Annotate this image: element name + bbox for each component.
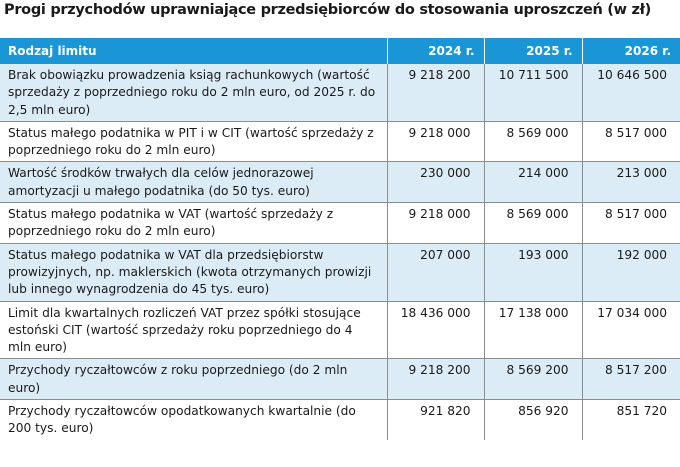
- table-row: [0, 400, 680, 440]
- header-2024: 2024 r.: [387, 38, 484, 64]
- header-2025: 2025 r.: [484, 38, 582, 64]
- table-row: [0, 359, 680, 400]
- value-2024: 207 000: [387, 243, 484, 301]
- value-2025: 8 569 200: [484, 359, 582, 400]
- row-label: Przychody ryczałtowców opodatkowanych kwartalnie (do 200 tys. euro): [0, 400, 387, 440]
- table-row: [0, 162, 680, 203]
- value-2026: 851 720: [616, 404, 667, 419]
- value-2026: 10 646 500: [582, 64, 680, 121]
- value-2025: 193 000: [484, 243, 582, 301]
- row-label: Brak obowiązku prowadzenia ksiąg rachunkowych (wartość sprzedaży z poprzedniego roku do 2 mln euro, od 2025 r. do 2,5 mln euro): [0, 64, 387, 121]
- limits-table: [0, 38, 680, 440]
- value-2025: 8 569 000: [484, 203, 582, 244]
- value-2024: 9 218 000: [387, 121, 484, 162]
- value-2026: 8 517 000: [582, 203, 680, 244]
- value-2024: 9 218 000: [387, 203, 484, 244]
- table-row: [0, 243, 680, 301]
- table-row: [0, 121, 680, 162]
- row-label: Wartość środków trwałych dla celów jednorazowej amortyzacji u małego podatnika (do 50 tys. euro): [0, 162, 387, 203]
- row-label: Status małego podatnika w VAT (wartość sprzedaży z poprzedniego roku do 2 mln euro): [0, 203, 387, 244]
- value-2025: 8 569 000: [484, 121, 582, 162]
- value-2026: 8 517 200: [582, 359, 680, 400]
- table-header-row: [0, 38, 680, 64]
- value-2026: 17 034 000: [582, 301, 680, 359]
- row-label: Status małego podatnika w VAT dla przedsiębiorstw prowizyjnych, np. maklerskich (kwota otrzymanych prowizji lub innego wynagrodzenia do 45 tys. euro): [0, 243, 387, 301]
- row-label: Status małego podatnika w PIT i w CIT (wartość sprzedaży z poprzedniego roku do 2 mln euro): [0, 121, 387, 162]
- header-2026: 2026 r.: [582, 38, 680, 64]
- row-label: Przychody ryczałtowców z roku poprzedniego (do 2 mln euro): [0, 359, 387, 400]
- table-row: [0, 301, 680, 359]
- value-2025: 17 138 000: [484, 301, 582, 359]
- page-title: Progi przychodów uprawniające przedsiębiorców do stosowania uproszczeń (w zł): [4, 2, 652, 18]
- table-row: [0, 203, 680, 244]
- value-2024: 18 436 000: [387, 301, 484, 359]
- value-2024: 9 218 200: [387, 64, 484, 121]
- value-2026: 8 517 000: [582, 121, 680, 162]
- value-2025: 856 920: [484, 400, 582, 440]
- value-2024: 921 820: [387, 400, 484, 440]
- value-2026: 192 000: [582, 243, 680, 301]
- value-2024: 230 000: [387, 162, 484, 203]
- value-2025: 214 000: [484, 162, 582, 203]
- value-2024: 9 218 200: [387, 359, 484, 400]
- row-label: Limit dla kwartalnych rozliczeń VAT przez spółki stosujące estoński CIT (wartość sprzedaży roku poprzedniego do 4 mln euro): [0, 301, 387, 359]
- table-row: [0, 64, 680, 121]
- value-2026: 213 000: [582, 162, 680, 203]
- header-limit-type: Rodzaj limitu: [0, 38, 387, 64]
- value-2025: 10 711 500: [484, 64, 582, 121]
